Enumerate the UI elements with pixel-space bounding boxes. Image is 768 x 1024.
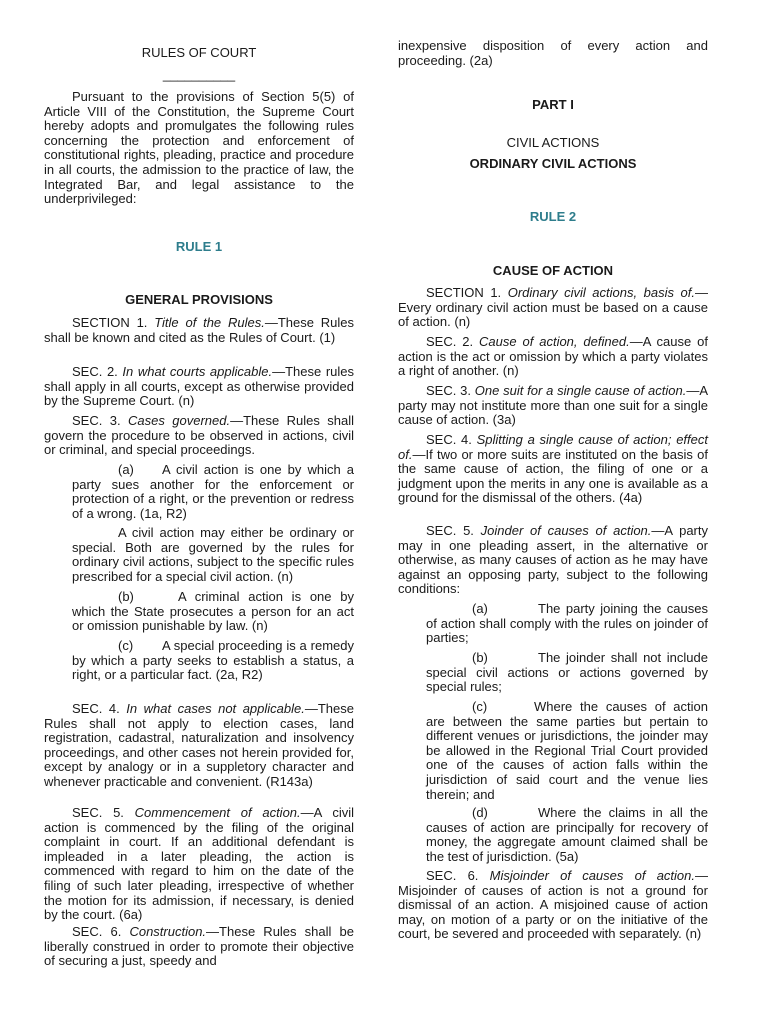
rule-2-heading: RULE 2 — [529, 209, 577, 224]
rule-1-section-3-c: (c) A special proceeding is a remedy by which a party seeks to establish a status, a right, or a particular fact. (2a, R2) — [72, 638, 354, 683]
rule-1-section-2: SEC. 2. In what courts applicable.—These rules shall apply in all courts, except as otherwise provided by the Supreme Court. (n) — [44, 364, 354, 409]
rule-2-section-5-c: (c) Where the causes of action are between the same parties but pertain to different venues or jurisdictions, the joinder may be allowed in the Regional Trial Court provided one of the causes of action falls within the jurisdiction of said court and the venue lies therein; and — [426, 699, 708, 802]
rule-2-section-3: SEC. 3. One suit for a single cause of action.—A party may not institute more than one suit for a single cause of action. (3a) — [398, 383, 708, 428]
rule-2-section-4: SEC. 4. Splitting a single cause of action; effect of.—If two or more suits are instituted on the basis of the same cause of action, the filing of one or a judgment upon the merits in any one is available as a ground for the dismissal of the others. (4a) — [398, 432, 708, 506]
rule-2-section-5-d: (d) Where the claims in all the causes of action are principally for recovery of money, the aggregate amount claimed shall be the test of jurisdiction. (5a) — [426, 805, 708, 864]
rule-1-section-5: SEC. 5. Commencement of action.—A civil action is commenced by the filing of the original complaint in court. If an additional defendant is impleaded in a later pleading, the action is commenced with regard to him on the date of the filing of such later pleading, irrespective of whether the motion for its admission, if necessary, is denied by the court. (6a) — [44, 805, 354, 923]
ordinary-civil-actions-heading: ORDINARY CIVIL ACTIONS — [469, 156, 637, 171]
rule-2-section-6: SEC. 6. Misjoinder of causes of action.—Misjoinder of causes of action is not a ground for dismissal of an action. A misjoined cause of action may, on motion of a party or on the initiative of the court, be severed and proceeded with separately. (n) — [398, 868, 708, 942]
preamble-paragraph: Pursuant to the provisions of Section 5(5) of Article VIII of the Constitution, the Supreme Court hereby adopts and promulgates the following rules concerning the protection and enforcement of constitutional rights, pleading, practice and procedure in all courts, the admission to the practice of law, the Integrated Bar, and legal assistance to the underprivileged: — [44, 89, 354, 207]
rule-1-section-3: SEC. 3. Cases governed.—These Rules shall govern the procedure to be observed in actions, civil or criminal, and special proceedings. — [44, 413, 354, 458]
rule-1-heading: RULE 1 — [175, 239, 223, 254]
rule-1-section-4: SEC. 4. In what cases not applicable.—These Rules shall not apply to election cases, land registration, cadastral, naturalization and insolvency proceedings, and other cases not herein provided for, except by analogy or in a suppletory character and whenever practicable and convenient. (R143a) — [44, 701, 354, 789]
rule-1-section-3-a: (a) A civil action is one by which a party sues another for the enforcement or protection of a right, or the prevention or redress of a wrong. (1a, R2) — [72, 462, 354, 521]
civil-actions-heading: CIVIL ACTIONS — [506, 135, 600, 150]
rule-2-title: CAUSE OF ACTION — [492, 263, 614, 278]
rule-2-section-5-b: (b) The joinder shall not include special civil actions or actions governed by special rules; — [426, 650, 708, 695]
rule-2-section-5: SEC. 5. Joinder of causes of action.—A party may in one pleading assert, in the alternative or otherwise, as many causes of action as he may have against an opposing party, subject to the following conditions: — [398, 523, 708, 597]
rule-1-section-1: SECTION 1. Title of the Rules.—These Rules shall be known and cited as the Rules of Court. (1) — [44, 315, 354, 345]
rule-2-section-1: SECTION 1. Ordinary civil actions, basis of.—Every ordinary civil action must be based on a cause of action. (n) — [398, 285, 708, 330]
rule-1-section-6: SEC. 6. Construction.—These Rules shall be liberally construed in order to promote their objective of securing a just, speedy and — [44, 924, 354, 969]
rule-2-section-5-a: (a) The party joining the causes of action shall comply with the rules on joinder of parties; — [426, 601, 708, 646]
rule-1-title: GENERAL PROVISIONS — [125, 292, 273, 307]
rule-2-section-2: SEC. 2. Cause of action, defined.—A cause of action is the act or omission by which a party violates a right of another. (n) — [398, 334, 708, 379]
document-title: RULES OF COURT — [141, 45, 257, 60]
rule-1-section-3-b: (b) A criminal action is one by which the State prosecutes a person for an act or omission punishable by law. (n) — [72, 589, 354, 634]
title-separator: __________ — [162, 67, 236, 82]
rule-1-section-3-a-continued: A civil action may either be ordinary or special. Both are governed by the rules for ordinary civil actions, subject to the specific rules prescribed for a special civil action. (n) — [72, 525, 354, 584]
part-heading: PART I — [532, 97, 574, 112]
rule-1-section-6-continued: inexpensive disposition of every action and proceeding. (2a) — [398, 38, 708, 68]
